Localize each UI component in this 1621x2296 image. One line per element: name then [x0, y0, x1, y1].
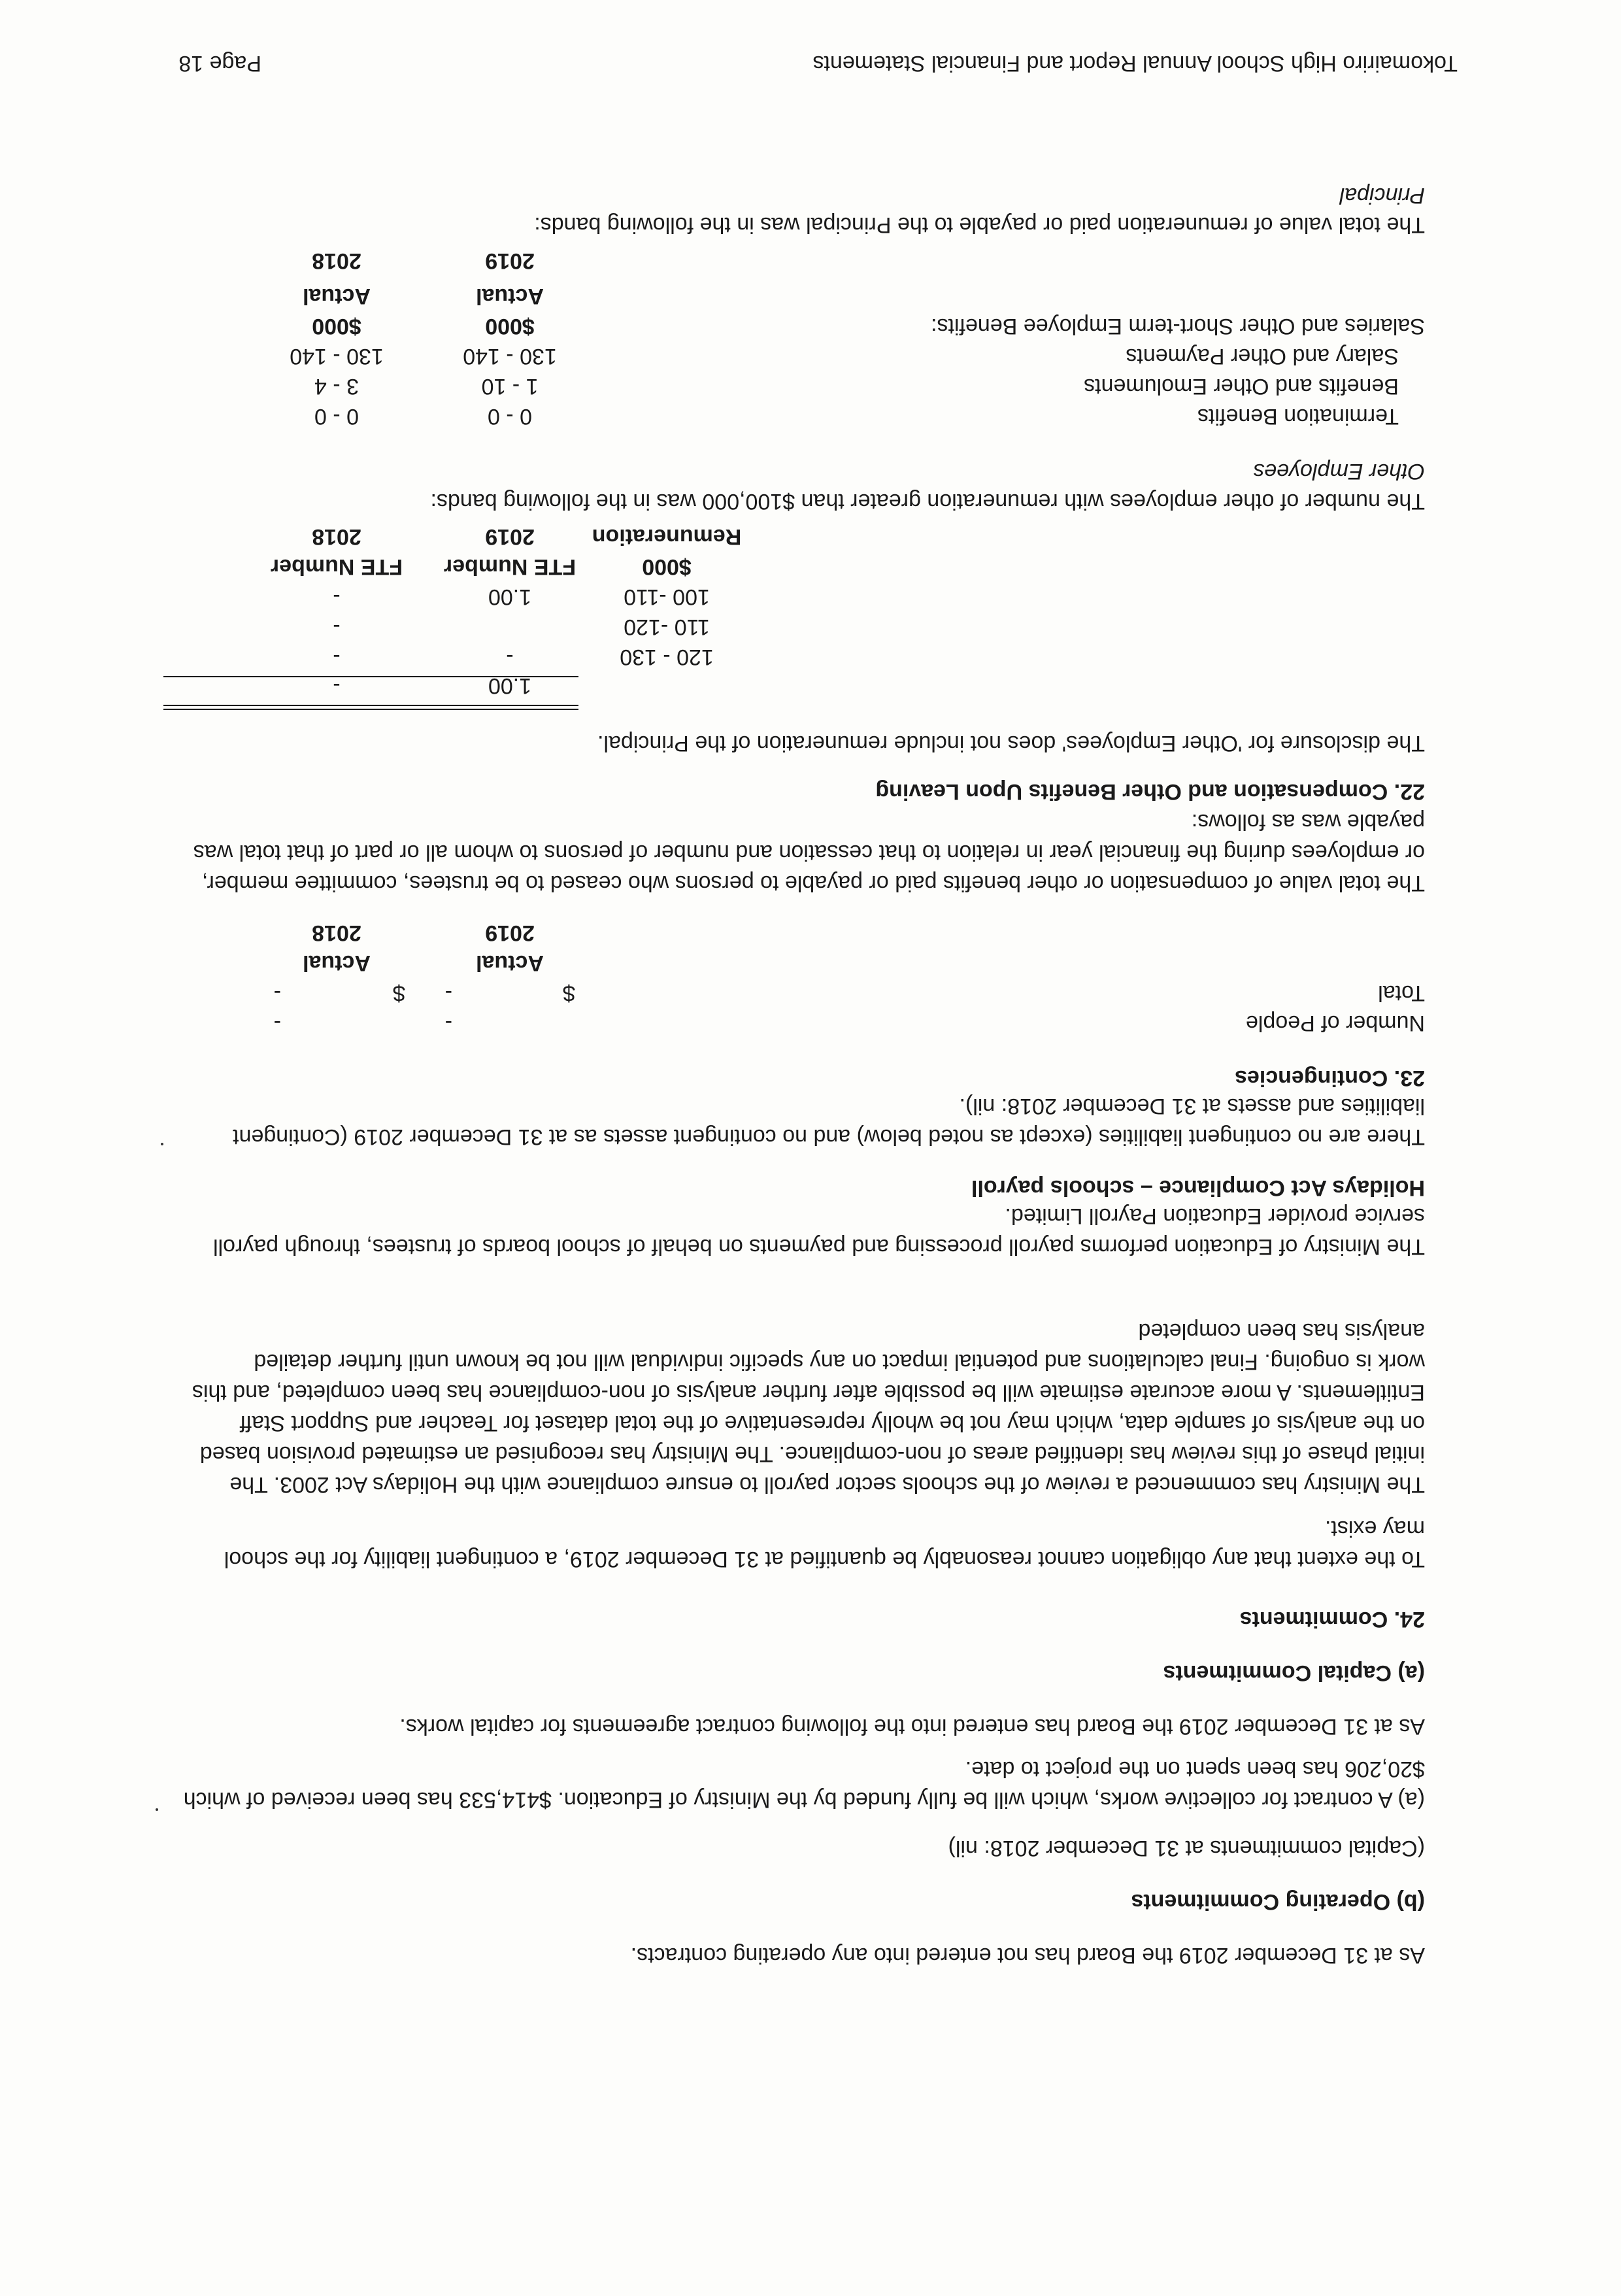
other-row-value-2018: -	[333, 645, 341, 669]
principal-row-label: Benefits and Other Emoluments	[1084, 374, 1399, 399]
other-employees-heading: Other Employees	[1253, 459, 1425, 484]
capital-commitments-intro: As at 31 December 2019 the Board has entered into the following contract agreements for capital works.	[399, 1714, 1425, 1739]
other-row-value-2019: -	[506, 645, 514, 669]
other-row-band: 110 -120	[624, 615, 710, 639]
other-fte-2018: FTE Number	[270, 554, 403, 579]
principal-row-value-2018: 0 - 0	[314, 404, 359, 429]
holidays-paragraph-2: The Ministry has commenced a review of the schools sector payroll to ensure compliance with the Holidays Act 2003. The initial phase of this review has identified areas of non-compliance. The Ministry has recognised an estimated provision based on the analysis of sample data, which may not be wholly representative of the total dataset for Teacher and Support Staff Entitlements. A more accurate estimate will be possible after further analysis of non-compliance has been completed, and this work is ongoing. Final calculations and potential impact on any specific individual will not be known until further detailed analysis has been completed	[192, 1319, 1425, 1497]
section22-body: The total value of compensation or other benefits paid or payable to persons who ceased to be trustees, committee member, or employees during the financial year in relation to that cessation and number of persons to whom all or part of that total was payable was as follows:	[193, 809, 1425, 896]
principal-row-value-2019: 0 - 0	[487, 404, 533, 429]
section24-heading: 24. Commitments	[1239, 1607, 1425, 1632]
section22-row-label: Total	[1378, 981, 1425, 1005]
section23-body: There are no contingent liabilities (except as noted below) and no contingent assets as at 31 December 2019 (Contingent liabilities and assets at 31 December 2018: nil).	[233, 1094, 1425, 1149]
operating-commitments-heading: (b) Operating Commitments	[1131, 1889, 1425, 1914]
section22-value-2019: -	[444, 1011, 452, 1036]
other-total-double-rule-bottom	[163, 709, 578, 710]
section22-row-label: Number of People	[1245, 1011, 1425, 1036]
other-row-value-2019: 1.00	[488, 584, 532, 609]
section22-value-2019: -	[444, 981, 452, 1005]
principal-row-value-2019: 130 - 140	[463, 344, 557, 369]
principal-rows-heading: Salaries and Other Short-term Employee Benefits:	[931, 314, 1425, 339]
other-row-value-2018: -	[333, 584, 341, 609]
operating-commitments-body: As at 31 December 2019 the Board has not entered into any operating contracts.	[630, 1943, 1425, 1968]
section22-actual-2018: Actual	[303, 951, 371, 975]
principal-row-label: Termination Benefits	[1197, 404, 1399, 429]
other-col-remuneration: Remuneration	[592, 524, 742, 549]
principal-row-label: Salary and Other Payments	[1126, 344, 1399, 369]
other-total-2018: -	[333, 673, 341, 698]
section22-currency-2018: $	[393, 981, 405, 1005]
holidays-paragraph-1: The Ministry of Education performs payroll processing and payments on behalf of school boards of trustees, through payroll service provider Education Payroll Limited.	[213, 1204, 1425, 1259]
header-title: Tokomairiro High School Annual Report and Financial Statements	[812, 51, 1458, 76]
other-row-band: 120 - 130	[620, 645, 714, 669]
other-col-2019: 2019	[485, 524, 535, 549]
other-col-2018: 2018	[312, 524, 361, 549]
section22-col-2018: 2018	[312, 920, 361, 945]
section22-value-2018: -	[273, 981, 281, 1005]
scan-speck	[156, 1808, 158, 1811]
other-row-value-2018: -	[333, 615, 341, 639]
principal-intro: The total value of remuneration paid or payable to the Principal was in the following bands:	[534, 212, 1425, 237]
principal-unit-2019: $000	[485, 314, 535, 339]
principal-col-2018: 2018	[312, 248, 361, 273]
section22-currency-2019: $	[563, 981, 575, 1005]
principal-actual-2018: Actual	[303, 284, 371, 309]
section22-actual-2019: Actual	[476, 951, 544, 975]
scan-speck	[161, 1143, 163, 1145]
other-row-band: 100 -110	[624, 584, 710, 609]
section22-value-2018: -	[273, 1011, 281, 1036]
other-total-2019: 1.00	[488, 673, 532, 698]
section22-col-2019: 2019	[485, 920, 535, 945]
holidays-paragraph-3: To the extent that any obligation cannot reasonably be quantified at 31 December 2019, a contingent liability for the school may exist.	[224, 1516, 1425, 1572]
other-employees-intro: The number of other employees with remuneration greater than $100,000 was in the following bands:	[430, 489, 1425, 514]
capital-commitments-heading: (a) Capital Commitments	[1163, 1661, 1425, 1685]
principal-col-2019: 2019	[485, 248, 535, 273]
principal-heading: Principal	[1339, 183, 1425, 208]
principal-unit-2018: $000	[312, 314, 361, 339]
section23-heading: 23. Contingencies	[1235, 1066, 1425, 1090]
other-col-remuneration-unit: $000	[642, 554, 692, 579]
principal-row-value-2019: 1 - 10	[481, 374, 539, 399]
other-employees-note: The disclosure for 'Other Employees' does not include remuneration of the Principal.	[597, 731, 1425, 756]
page-number: Page 18	[178, 51, 261, 76]
principal-actual-2019: Actual	[476, 284, 544, 309]
principal-row-value-2018: 3 - 4	[314, 374, 359, 399]
other-fte-2019: FTE Number	[443, 554, 577, 579]
section22-heading: 22. Compensation and Other Benefits Upon Leaving	[875, 779, 1425, 804]
other-total-double-rule-top	[163, 705, 578, 706]
capital-commitments-prior: (Capital commitments at 31 December 2018: nil)	[948, 1836, 1425, 1861]
principal-row-value-2018: 130 - 140	[290, 344, 384, 369]
holidays-heading: Holidays Act Compliance – schools payroll	[971, 1175, 1425, 1200]
capital-commitments-item: (a) A contract for collective works, which will be fully funded by the Ministry of Education. $414,533 has been received of which $20,206 has been spent on the project to date.	[183, 1757, 1425, 1812]
